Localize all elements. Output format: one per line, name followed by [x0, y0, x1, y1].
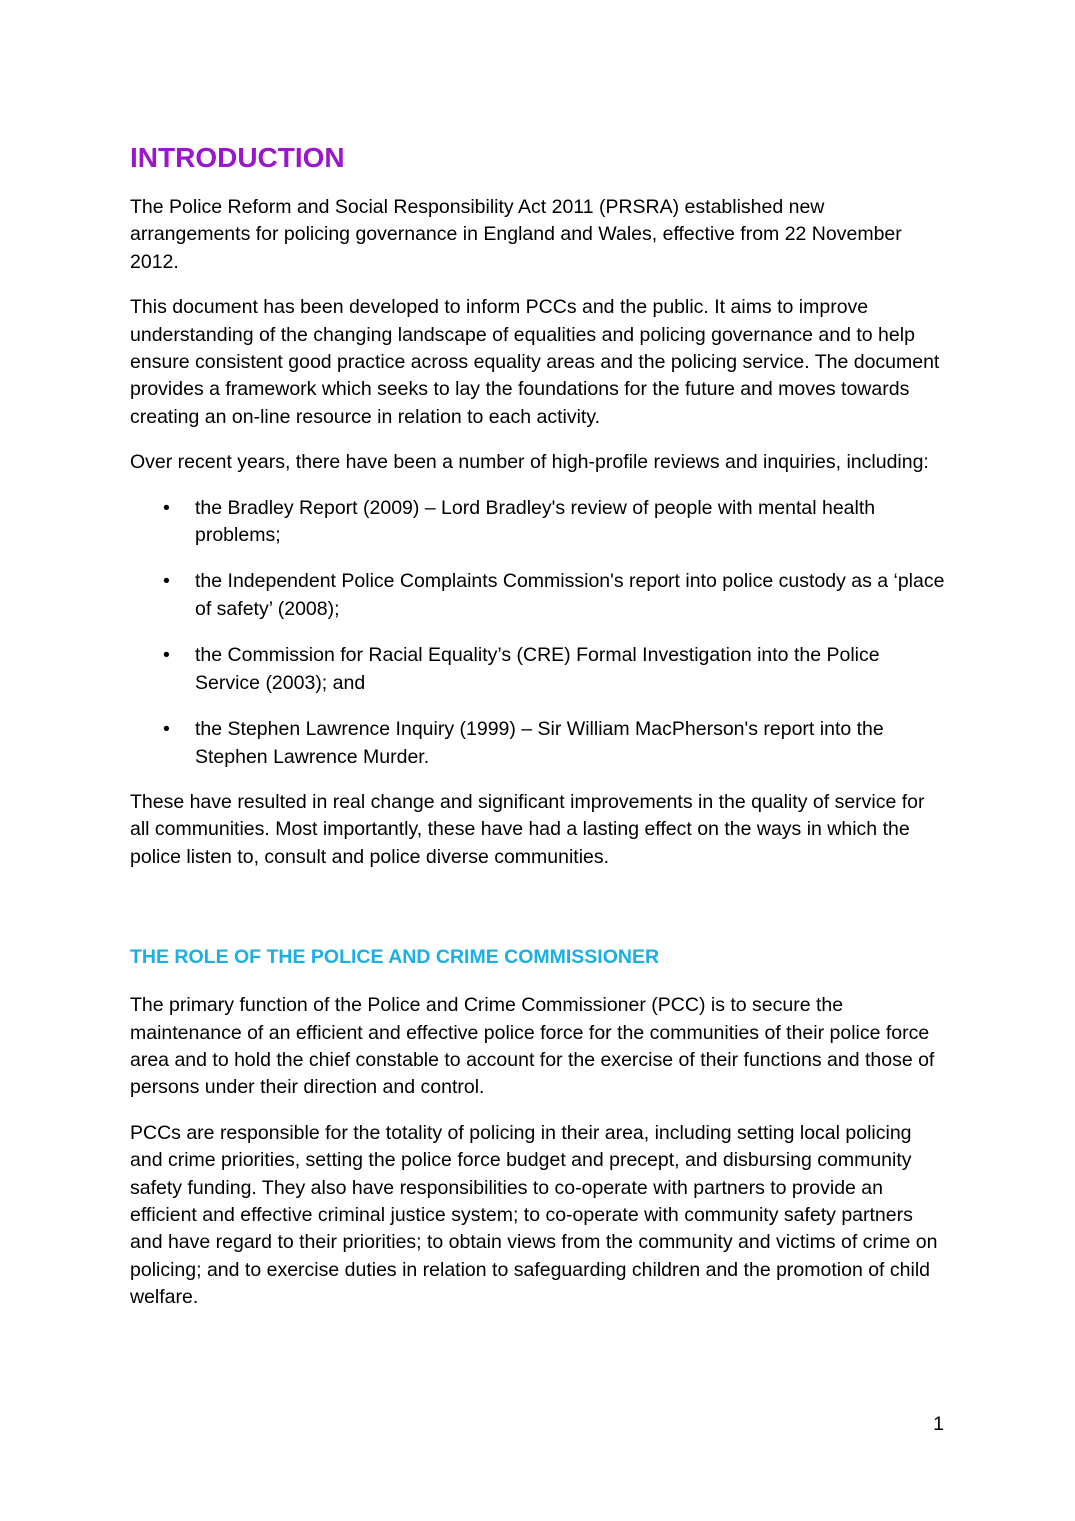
page-number: 1	[933, 1413, 944, 1435]
list-item	[130, 716, 945, 771]
reviews-list	[130, 495, 945, 771]
document-page	[130, 140, 945, 1330]
bullet-icon: •	[163, 644, 170, 667]
role-paragraph-2: PCCs are responsible for the totality of policing in their area, including setting local policing and crime priorities, setting the police force budget and precept, and disbursing community safety funding. They also have responsibilities to co-operate with partners to provide an efficient and effective criminal justice system; to co-operate with community safety partners and have regard to their priorities; to obtain views from the community and victims of crime on policing; and to exercise duties in relation to safeguarding children and the promotion of child welfare.	[130, 1121, 938, 1309]
intro-paragraph-2: This document has been developed to inform PCCs and the public. It aims to improve understanding of the changing landscape of equalities and policing governance and to help ensure consistent good practice across equality areas and the policing service. The document provides a framework which seeks to lay the foundations for the future and moves towards creating an on-line resource in relation to each activity.	[130, 296, 940, 428]
role-heading: THE ROLE OF THE POLICE AND CRIME COMMISSIONER	[130, 946, 660, 969]
list-item-text: the Bradley Report (2009) – Lord Bradley's review of people with mental health problems;	[195, 496, 876, 547]
list-item-text: the Commission for Racial Equality’s (CRE) Formal Investigation into the Police Service (2003); and	[195, 644, 880, 694]
intro-paragraph-1: The Police Reform and Social Responsibility Act 2011 (PRSRA) established new arrangements for policing governance in England and Wales, effective from 22 November 2012.	[130, 196, 902, 273]
list-item	[130, 568, 945, 623]
bullet-icon: •	[163, 496, 170, 519]
list-item	[130, 495, 945, 550]
bullet-icon: •	[163, 718, 170, 741]
list-item-text: the Independent Police Complaints Commission's report into police custody as a ‘place of safety’ (2008);	[195, 570, 945, 620]
list-item	[130, 642, 945, 697]
intro-closing-paragraph: These have resulted in real change and significant improvements in the quality of service for all communities. Most importantly, these have had a lasting effect on the ways in which the police listen to, consult and police diverse communities.	[130, 790, 925, 868]
bullet-icon: •	[163, 570, 170, 593]
role-paragraph-1: The primary function of the Police and Crime Commissioner (PCC) is to secure the maintenance of an efficient and effective police force for the communities of their police force area and to hold the chief constable to account for the exercise of their functions and those of persons under their direction and control.	[130, 994, 935, 1099]
introduction-heading: INTRODUCTION	[130, 142, 345, 173]
intro-paragraph-3: Over recent years, there have been a number of high-profile reviews and inquiries, including:	[130, 451, 929, 474]
section-spacer	[130, 889, 945, 944]
list-item-text: the Stephen Lawrence Inquiry (1999) – Sir William MacPherson's report into the Stephen Lawrence Murder.	[195, 718, 884, 768]
